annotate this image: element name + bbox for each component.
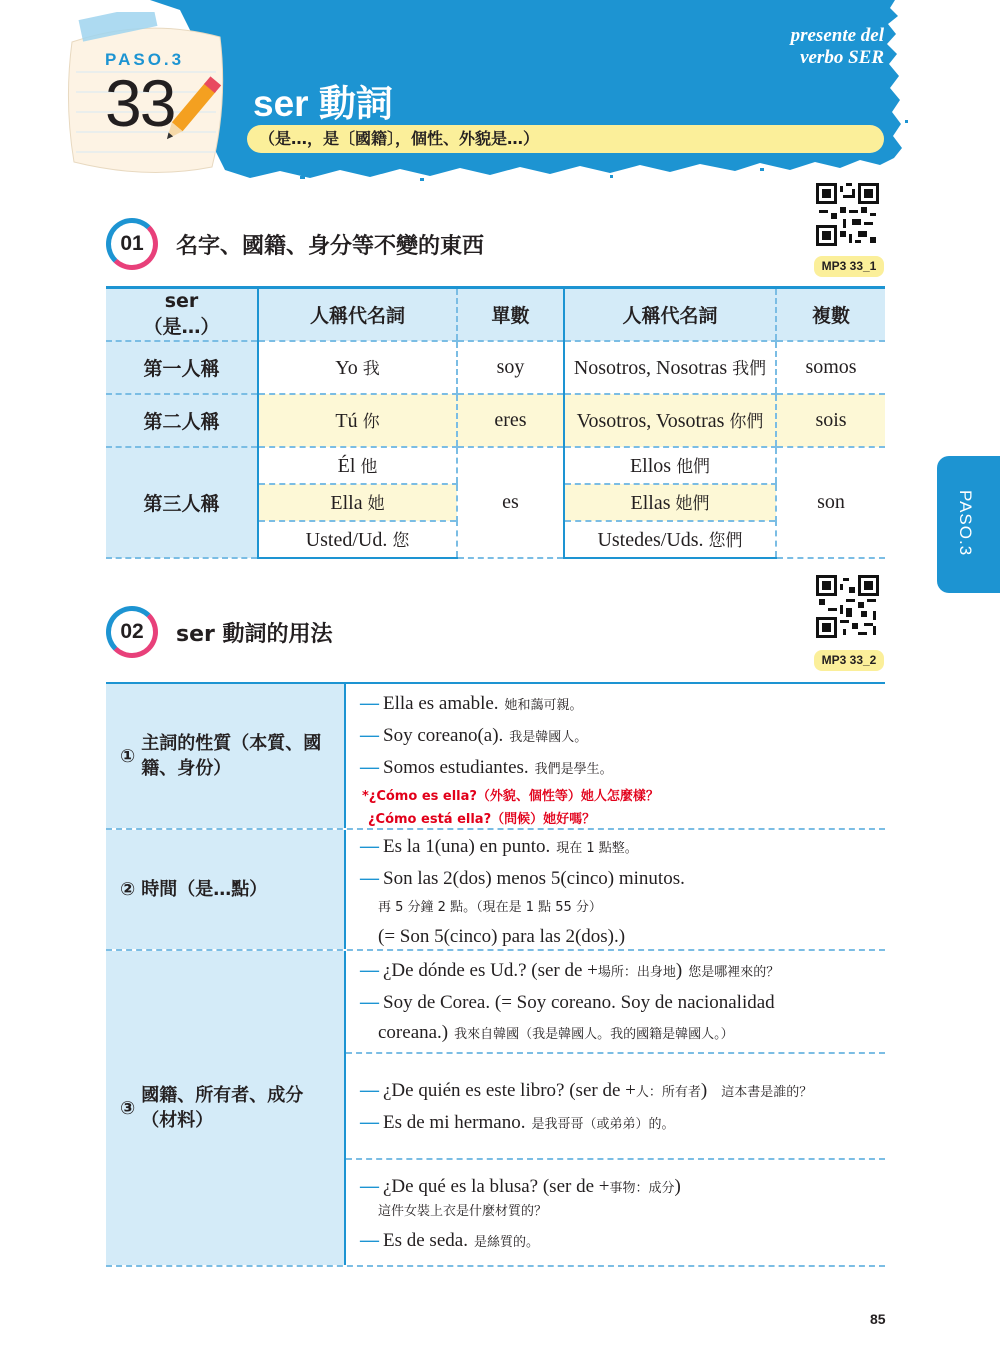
lesson-title: ser 動詞	[253, 83, 393, 124]
header-cell-ser	[106, 288, 258, 341]
singular-pronoun: Usted/Ud. 您	[258, 521, 457, 558]
header-ser-sub: （是…）	[143, 315, 220, 338]
section1-title: 名字、國籍、身分等不變的東西	[176, 233, 485, 259]
ser-conjugation-table	[106, 286, 885, 559]
side-tab-label: PASO.3	[956, 490, 975, 557]
table-row	[106, 394, 885, 447]
singular-pronoun: Él 他	[258, 447, 457, 484]
example-line: — ¿De quién es este libro? (ser de +人：所有者) 這本書是誰的？	[360, 1080, 813, 1101]
header-pronoun-plural: 人稱代名詞	[564, 288, 776, 341]
example-line: — ¿De qué es la blusa? (ser de +事物：成分)	[360, 1176, 681, 1197]
example-line: — Ella es amable. 她和藹可親。	[360, 693, 583, 714]
corner-title-line2: verbo SER	[800, 47, 884, 68]
plural-verb: somos	[776, 341, 885, 394]
lesson-subtitle: （是…，是〔國籍〕，個性、外貌是…）	[247, 125, 884, 153]
qr-code-icon[interactable]	[814, 575, 881, 638]
ser-usage-table	[106, 682, 885, 1267]
side-tab[interactable]	[937, 456, 1000, 593]
usage-row	[106, 682, 885, 830]
usage-row	[106, 951, 885, 1267]
example-line: — Soy coreano(a). 我是韓國人。	[360, 725, 588, 746]
usage-subgroup	[346, 951, 885, 1054]
qr-code-icon[interactable]	[814, 183, 881, 246]
usage-label: ③ 國籍、所有者、成分（材料）	[106, 951, 346, 1265]
person-label: 第二人稱	[106, 394, 258, 447]
plural-pronoun: Nosotros, Nosotras 我們	[564, 341, 776, 394]
corner-title	[791, 25, 884, 69]
singular-pronoun: Tú 你	[258, 394, 457, 447]
singular-pronoun: Ella 她	[258, 484, 457, 521]
header-plural: 複數	[776, 288, 885, 341]
usage-examples	[346, 684, 885, 828]
example-line: coreana.) 我來自韓國（我是韓國人。我的國籍是韓國人。）	[378, 1022, 734, 1043]
example-line: — Soy de Corea. (= Soy coreano. Soy de nacionalidad	[360, 992, 775, 1013]
plural-pronoun: Vosotros, Vosotras 你們	[564, 394, 776, 447]
singular-pronoun: Yo 我	[258, 341, 457, 394]
plural-pronoun: Ustedes/Uds. 您們	[564, 521, 776, 558]
usage-label: ① 主詞的性質（本質、國籍、身份）	[106, 684, 346, 828]
example-line: — Es la 1(una) en punto. 現在 1 點整。	[360, 836, 638, 857]
header-pronoun-singular: 人稱代名詞	[258, 288, 457, 341]
section2-title: ser 動詞的用法	[176, 621, 333, 647]
singular-verb: soy	[457, 341, 564, 394]
example-line: — Son las 2(dos) menos 5(cinco) minutos.	[360, 868, 685, 889]
section2-header	[106, 606, 333, 658]
plural-pronoun: Ellas 她們	[564, 484, 776, 521]
usage-label: ② 時間（是…點）	[106, 830, 346, 949]
page-number: 85	[870, 1311, 886, 1327]
table-row	[106, 341, 885, 394]
usage-subgroup	[346, 1160, 885, 1258]
example-line: (= Son 5(cinco) para las 2(dos).)	[378, 926, 626, 947]
person-label: 第一人稱	[106, 341, 258, 394]
lesson-number: 33	[105, 66, 175, 140]
note-line: ¿Cómo está ella?（問候）她好嗎？	[368, 812, 596, 827]
usage-row	[106, 830, 885, 951]
example-translation: 再 5 分鐘 2 點。（現在是 1 點 55 分）	[378, 900, 602, 915]
section2-number: 02	[106, 606, 158, 658]
example-line: — Es de mi hermano. 是我哥哥（或弟弟）的。	[360, 1112, 675, 1133]
table-header-row	[106, 288, 885, 341]
paso-label: PASO.3	[105, 50, 185, 69]
example-translation: 這件女裝上衣是什麼材質的？	[378, 1204, 548, 1219]
example-line: — Es de seda. 是絲質的。	[360, 1230, 539, 1251]
plural-verb: son	[776, 447, 885, 558]
header-ser: ser	[164, 289, 199, 312]
corner-title-line1: presente del	[790, 25, 884, 46]
plural-verb: sois	[776, 394, 885, 447]
section1-number: 01	[106, 218, 158, 270]
plural-pronoun: Ellos 他們	[564, 447, 776, 484]
mp3-label-1[interactable]: MP3 33_1	[814, 256, 884, 277]
header-singular: 單數	[457, 288, 564, 341]
usage-examples	[346, 830, 885, 949]
mp3-label-2[interactable]: MP3 33_2	[814, 650, 884, 671]
section1-header	[106, 218, 484, 270]
example-line: — ¿De dónde es Ud.? (ser de +場所：出身地) 您是哪裡來的？	[360, 960, 780, 981]
usage-examples	[346, 951, 885, 1265]
usage-subgroup	[346, 1054, 885, 1160]
table-row	[106, 447, 885, 484]
example-line: — Somos estudiantes. 我們是學生。	[360, 757, 613, 778]
person-label: 第三人稱	[106, 447, 258, 558]
singular-verb: eres	[457, 394, 564, 447]
singular-verb: es	[457, 447, 564, 558]
note-line: *¿Cómo es ella?（外貌、個性等）她人怎麼樣？	[362, 789, 659, 804]
